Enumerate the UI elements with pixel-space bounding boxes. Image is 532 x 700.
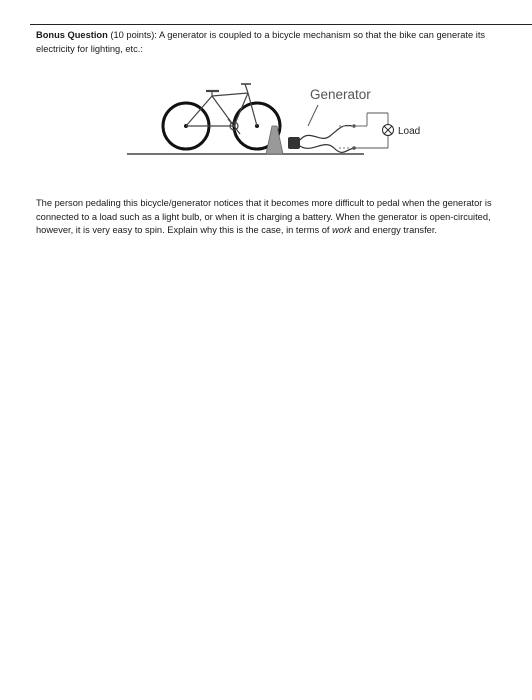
question-heading — [36, 28, 516, 56]
lamp-icon — [383, 125, 394, 136]
bicycle-generator-figure — [120, 76, 440, 160]
question-body — [36, 197, 526, 238]
top-divider — [30, 24, 532, 25]
body-part-2: and energy transfer. — [351, 225, 437, 235]
generator-icon — [288, 137, 300, 149]
bonus-question-label: Bonus Question — [36, 30, 108, 40]
body-emphasis-work: work — [332, 225, 352, 235]
load-leads — [339, 126, 351, 148]
body-part-1: The person pedaling this bicycle/generator notices that it becomes more difficult to pedal when the generator is connected to a load such as a light bulb, or when it is charging a battery. When the generator is open-circuited, however, it is very easy to spin. Explain why this is the case, in terms of — [36, 198, 492, 235]
bicycle-frame-icon — [186, 84, 257, 134]
generator-label: Generator — [310, 87, 371, 102]
generator-pointer — [308, 105, 318, 126]
load-label: Load — [398, 126, 421, 137]
question-intro: (10 points): A generator is coupled to a bicycle mechanism so that the bike can generate its electricity for lighting, etc.: — [36, 30, 486, 54]
terminal-top — [352, 124, 356, 128]
terminal-bottom — [352, 146, 356, 150]
